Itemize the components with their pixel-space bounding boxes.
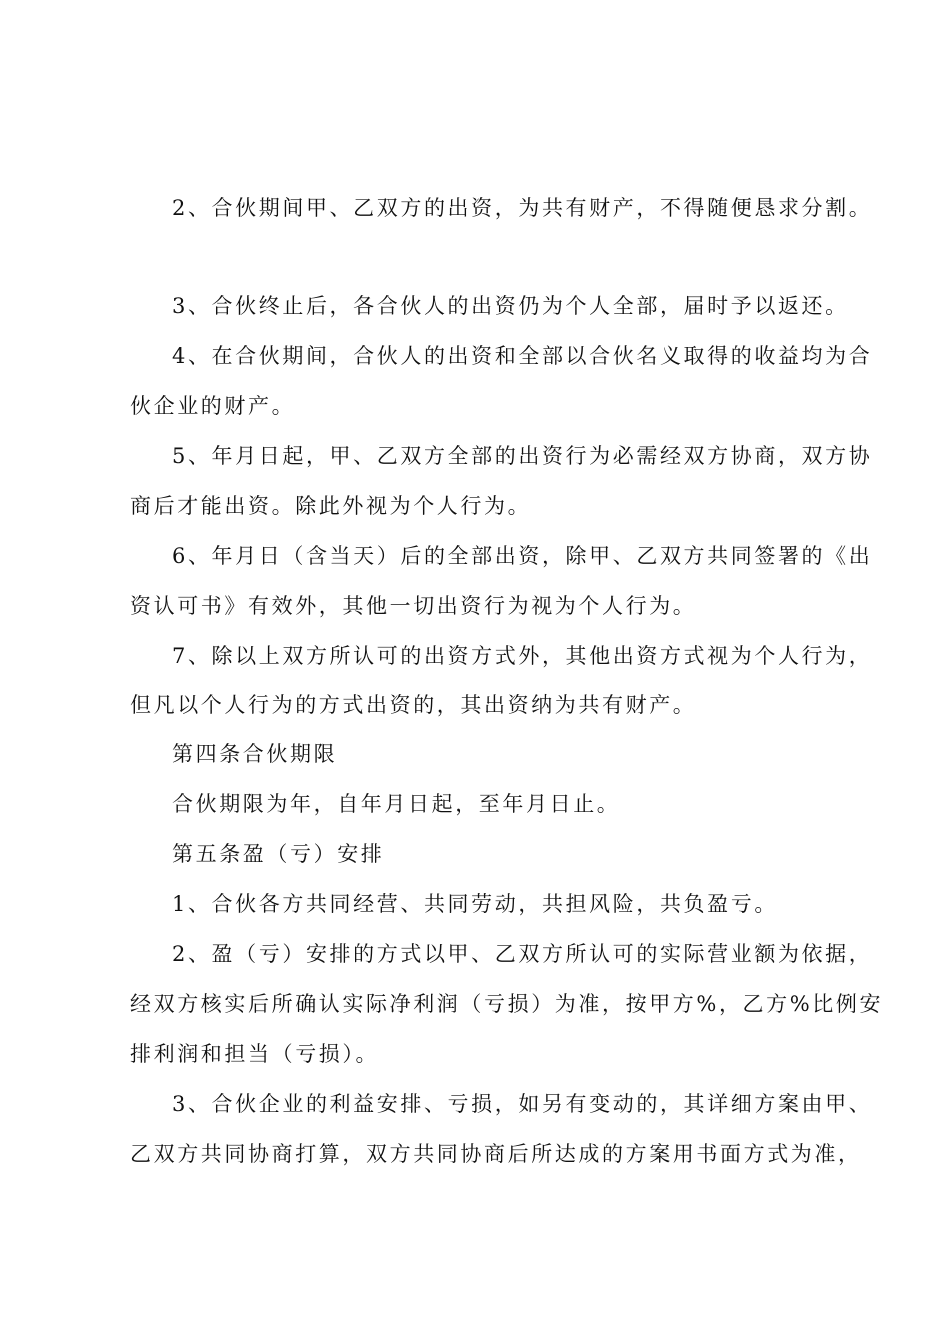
text-line: 3、合伙企业的利益安排、亏损，如另有变动的，其详细方案由甲、: [172, 1092, 873, 1116]
text-line: 经双方核实后所确认实际净利润（亏损）为准，按甲方%，乙方%比例安: [130, 992, 884, 1016]
text-line: 1、合伙各方共同经营、共同劳动，共担风险，共负盈亏。: [172, 892, 778, 916]
text-line: 资认可书》有效外，其他一切出资行为视为个人行为。: [130, 594, 697, 618]
text-line: 5、年月日起，甲、乙双方全部的出资行为必需经双方协商，双方协: [172, 444, 873, 468]
text-line: 商后才能出资。除此外视为个人行为。: [130, 494, 532, 518]
text-line: 但凡以个人行为的方式出资的，其出资纳为共有财产。: [130, 693, 697, 717]
text-line: 7、除以上双方所认可的出资方式外，其他出资方式视为个人行为，: [172, 644, 873, 668]
section-heading: 第五条盈（亏）安排: [172, 842, 385, 866]
text-line: 4、在合伙期间，合伙人的出资和全部以合伙名义取得的收益均为合: [172, 344, 873, 368]
text-line: 2、盈（亏）安排的方式以甲、乙双方所认可的实际营业额为依据，: [172, 942, 873, 966]
text-line: 合伙期限为年，自年月日起，至年月日止。: [172, 792, 621, 816]
text-line: 伙企业的财产。: [130, 394, 296, 418]
text-line: 乙双方共同协商打算，双方共同协商后所达成的方案用书面方式为准，: [130, 1142, 862, 1166]
section-heading: 第四条合伙期限: [172, 742, 338, 766]
text-line: 6、年月日（含当天）后的全部出资，除甲、乙双方共同签署的《出: [172, 544, 873, 568]
text-line: 3、合伙终止后，各合伙人的出资仍为个人全部，届时予以返还。: [172, 294, 849, 318]
text-line: 2、合伙期间甲、乙双方的出资，为共有财产，不得随便恳求分割。: [172, 196, 873, 220]
text-line: 排利润和担当（亏损）。: [130, 1042, 380, 1066]
